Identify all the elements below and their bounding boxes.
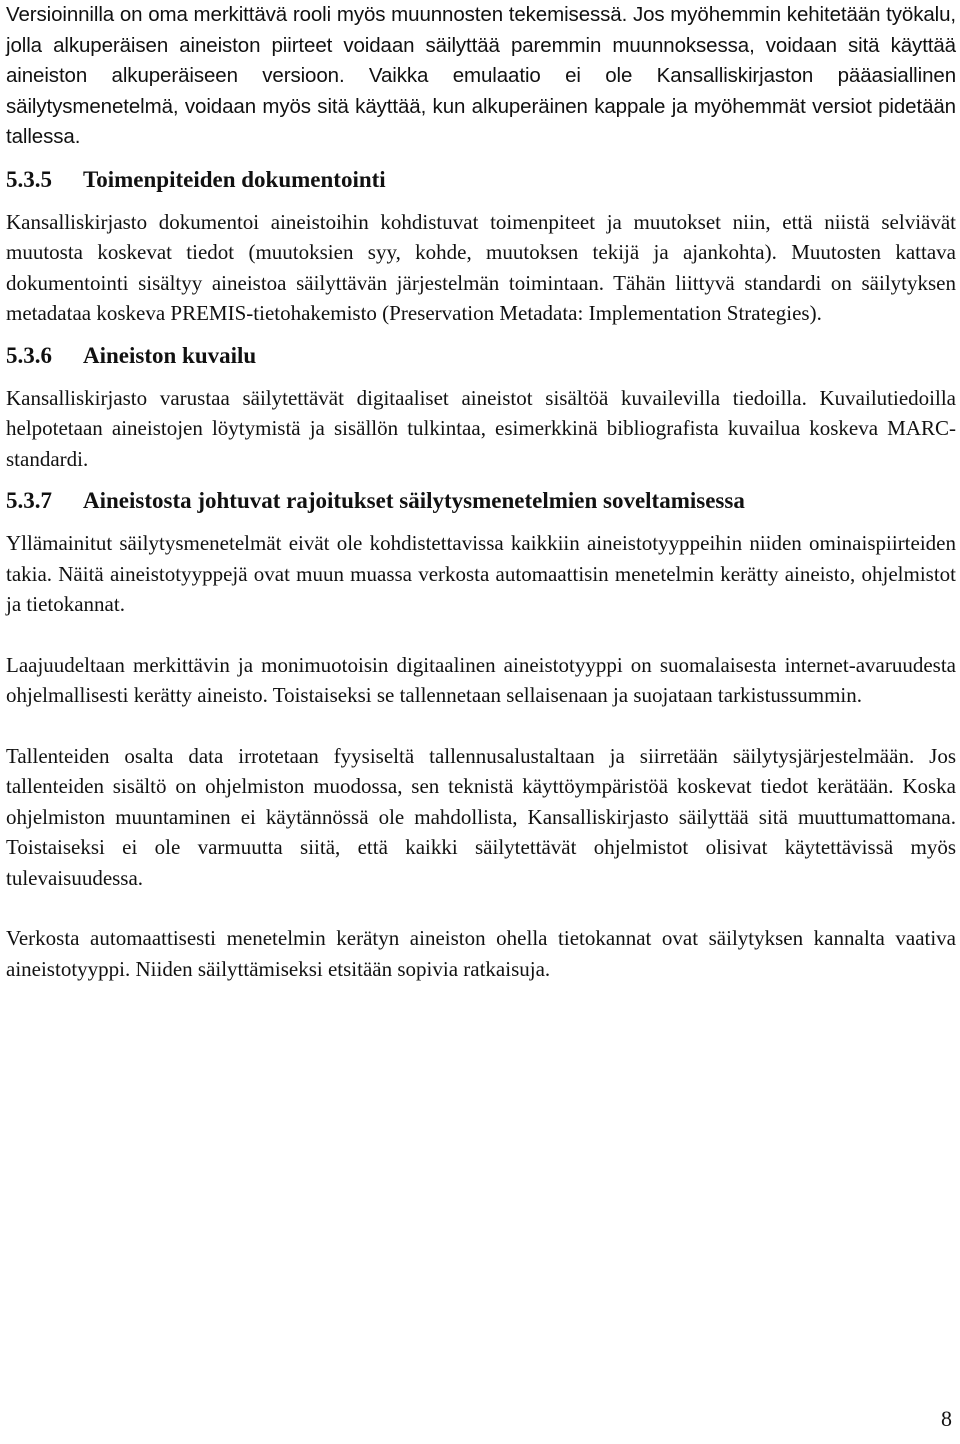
section-5-3-7 <box>6 486 956 984</box>
section-title: Toimenpiteiden dokumentointi <box>83 166 386 192</box>
section-heading <box>6 341 956 371</box>
page-number: 8 <box>941 1406 952 1431</box>
document-page <box>6 0 956 984</box>
section-paragraph: Laajuudeltaan merkittävin ja monimuotoisin digitaalinen aineistotyyppi on suomalaisesta internet-avaruudesta ohjelmallisesti kerätty aineisto. Toistaiseksi se tallennetaan sellaisenaan ja suojataan tarkistussummin. <box>6 652 956 707</box>
section-number: 5.3.7 <box>6 488 52 513</box>
section-paragraph: Kansalliskirjasto dokumentoi aineistoihin kohdistuvat toimenpiteet ja muutokset niin, että niistä selviävät muutosta koskevat tiedot (muutoksien syy, kohde, muutoksen tekijä ja ajankohta). Muutosten kattava dokumentointi sisältyy aineistoa säilyttävän järjestelmän toimintaan. Tähän liittyvä standardi on säilytyksen metadataa koskeva PREMIS-tietohakemisto (Preservation Metadata: Implementation Strategies). <box>6 209 956 325</box>
section-5-3-5 <box>6 165 956 329</box>
section-number: 5.3.5 <box>6 166 52 192</box>
section-number: 5.3.6 <box>6 342 52 368</box>
section-title: Aineistosta johtuvat rajoitukset säilytysmenetelmien soveltamisessa <box>83 488 745 513</box>
section-paragraph: Kansalliskirjasto varustaa säilytettävät digitaaliset aineistot sisältöä kuvailevilla tiedoilla. Kuvailutiedoilla helpotetaan aineistojen löytymistä ja sisällön tulkintaa, esimerkkinä bibliografista kuvailua koskeva MARC-standardi. <box>6 385 956 471</box>
section-5-3-6 <box>6 341 956 475</box>
section-heading <box>6 486 956 516</box>
section-paragraph: Yllämainitut säilytysmenetelmät eivät ole kohdistettavissa kaikkiin aineistotyyppeihin niiden ominaispiirteiden takia. Näitä aineistotyyppejä ovat muun muassa verkosta automaattisin menetelmin kerätty aineisto, ohjelmistot ja tietokannat. <box>6 531 956 616</box>
section-paragraph: Verkosta automaattisesti menetelmin kerätyn aineiston ohella tietokannat ovat säilytyksen kannalta vaativa aineistotyyppi. Niiden säilyttämiseksi etsitään sopivia ratkaisuja. <box>6 926 956 981</box>
section-heading <box>6 165 956 195</box>
section-paragraph: Tallenteiden osalta data irrotetaan fyysiseltä tallennusalustaltaan ja siirretään säilytysjärjestelmään. Jos tallenteiden sisältö on ohjelmiston muodossa, sen teknistä käyttöympäristöä koskevat tiedot kerätään. Koska ohjelmiston muuntaminen ei käytännössä ole mahdollista, Kansalliskirjasto säilyttää sitä muuttumattomana. Toistaiseksi ei ole varmuutta siitä, että kaikki säilytettävät ohjelmistot olisivat käytettävissä myös tulevaisuudessa. <box>6 743 956 890</box>
intro-paragraph: Versioinnilla on oma merkittävä rooli myös muunnosten tekemisessä. Jos myöhemmin kehitetään työkalu, jolla alkuperäisen aineiston piirteet voidaan säilyttää paremmin muunnoksessa, voidaan sitä käyttää aineiston alkuperäiseen versioon. Vaikka emulaatio ei ole Kansalliskirjaston pääasiallinen säilytysmenetelmä, voidaan myös sitä käyttää, kun alkuperäinen kappale ja myöhemmät versiot pidetään tallessa. <box>6 3 956 148</box>
section-title: Aineiston kuvailu <box>83 342 257 368</box>
